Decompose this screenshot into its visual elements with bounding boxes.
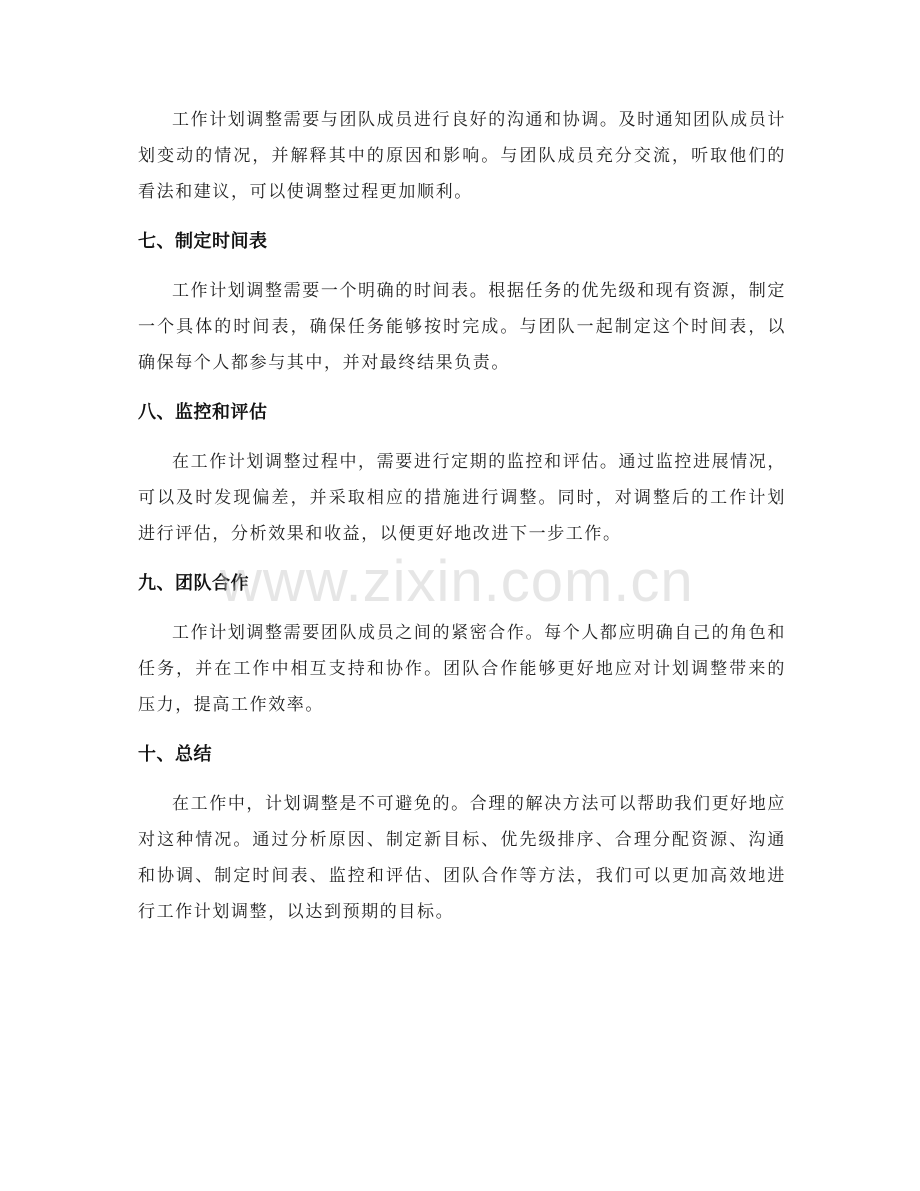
section-summary bbox=[138, 740, 786, 930]
section-paragraph: 工作计划调整需要一个明确的时间表。根据任务的优先级和现有资源，制定一个具体的时间表，确保任务能够按时完成。与团队一起制定这个时间表，以确保每个人都参与其中，并对最终结果负责。 bbox=[138, 281, 786, 373]
document-body bbox=[138, 102, 786, 930]
section-heading: 十、总结 bbox=[138, 744, 212, 765]
section-monitoring bbox=[138, 398, 786, 552]
section-paragraph: 在工作中，计划调整是不可避免的。合理的解决方法可以帮助我们更好地应对这种情况。通过分析原因、制定新目标、优先级排序、合理分配资源、沟通和协调、制定时间表、监控和评估、团队合作等方法，我们可以更加高效地进行工作计划调整，以达到预期的目标。 bbox=[138, 794, 786, 922]
intro-paragraph: 工作计划调整需要与团队成员进行良好的沟通和协调。及时通知团队成员计划变动的情况，并解释其中的原因和影响。与团队成员充分交流，听取他们的看法和建议，可以使调整过程更加顺利。 bbox=[138, 110, 786, 202]
section-heading: 九、团队合作 bbox=[138, 573, 249, 594]
section-heading: 七、制定时间表 bbox=[138, 231, 268, 252]
section-teamwork bbox=[138, 569, 786, 723]
section-schedule bbox=[138, 227, 786, 381]
section-paragraph: 在工作计划调整过程中，需要进行定期的监控和评估。通过监控进展情况，可以及时发现偏差，并采取相应的措施进行调整。同时，对调整后的工作计划进行评估，分析效果和收益，以便更好地改进下一步工作。 bbox=[138, 452, 786, 544]
watermark: www.zixin.com.cn bbox=[220, 549, 694, 614]
section-heading: 八、监控和评估 bbox=[138, 402, 268, 423]
section-paragraph: 工作计划调整需要团队成员之间的紧密合作。每个人都应明确自己的角色和任务，并在工作中相互支持和协作。团队合作能够更好地应对计划调整带来的压力，提高工作效率。 bbox=[138, 623, 786, 715]
